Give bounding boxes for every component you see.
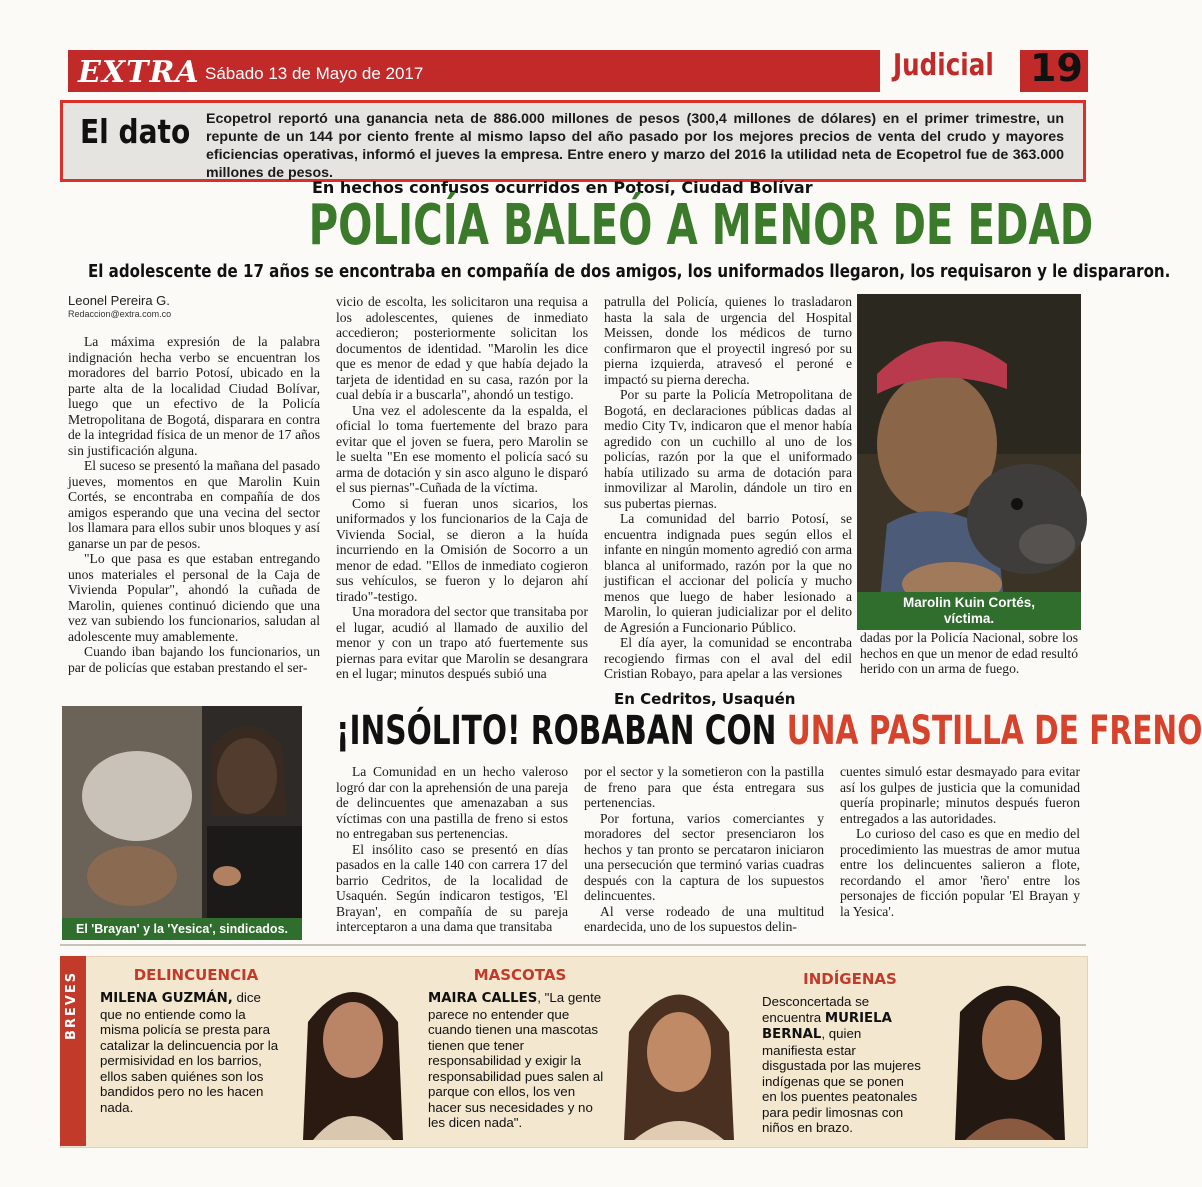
breve-name: MURIELA BERNAL [762,1010,892,1042]
section-label: Judicial [893,48,994,83]
article2-column-3 [840,764,1080,919]
breve-pre: Desconcertada se encuentra [762,994,870,1025]
paragraph: Por su parte la Policía Metropolitana de Bogotá, en declaraciones públicas dadas al medio City Tv, indicaron que el menor había agredido con un cuchillo al uno de los policías, razón por la que el uniformado había utilizado su arma de dotación para inmovilizar al Marolin, dándole un tiro en sus pubertas piernas. [604,387,852,511]
breve-name: MAIRA CALLES [428,991,538,1006]
el-dato-title: El dato [80,112,191,151]
article2-column-2 [584,764,824,935]
article2-headline [336,708,1202,754]
paragraph: Cuando iban bajando los funcionarios, un par de policías que estaban prestando el ser- [68,644,320,675]
portrait-illustration [614,962,744,1140]
suspects-photo-caption: El 'Brayan' y la 'Yesica', sindicados. [62,918,302,940]
breve-text [762,994,922,1136]
paragraph: La máxima expresión de la palabra indignación hecha verbo se encuentran los moradores del barrio Potosí, ubicado en la parte alta de la localidad Ciudad Bolívar, luego que un efectivo de la Policía Metropolitana de Bogotá, disparara en contra de la integridad física de un menor de 17 años sin justificación alguna. [68,334,320,458]
article1-column-1 [68,334,320,675]
caption-line: víctima. [943,611,995,626]
article1-column-4 [860,630,1078,677]
paragraph: Al verse rodeado de una multitud enardecida, uno de los supuestos delin- [584,903,824,934]
portrait-illustration [940,962,1078,1140]
breve-portrait [940,962,1078,1140]
breve-text [428,990,608,1131]
paragraph: "Lo que pasa es que estaban entregando unos materiales el personal de la Caja de Vivienda Popular", ahondó la cuñada de Marolin, quienes continuó diciendo que una vez van subiendo los funcionarios, saludan al adolescente muy amablemente. [68,551,320,644]
paragraph: Una vez el adolescente da la espalda, el oficial lo toma fuertemente del brazo para evitar que el joven se fuera, pero Marolin se le suelta "En ese momento el policía sacó su arma de dotación y sin asco alguno le disparó el sus piernas"-Cuñada de la víctima. [336,402,588,495]
section-divider [60,944,1086,946]
victim-photo-caption [857,592,1081,630]
article1-headline: POLICÍA BALEÓ A MENOR DE EDAD [308,193,1094,258]
article1-kicker: En hechos confusos ocurridos en Potosí, Ciudad Bolívar [312,178,813,197]
paragraph: La comunidad del barrio Potosí, se encuentra indignada pues según ellos el infante en ningún momento agredió con arma blanca al uniformado, razón por la que no justifican el accionar del policía y mucho menos que luego de haber lesionado a Marolin, lo quieran judicializar por el delito de Agresión a Funcionario Público. [604,511,852,635]
paragraph: El suceso se presentó la mañana del pasado jueves, momentos en que Marolin Kuin Cortés, se encontraba en compañía de dos amigos esperando que una vecina del sector los llamara para ellos subir unos bloques y así ganarse un par de pesos. [68,458,320,551]
paragraph: El insólito caso se presentó en días pasados en la calle 140 con carrera 17 del barrio Cedritos, de la localidad de Usaquén. Según indicaron testigos, 'El Brayan', en compañía de su pareja interceptaron a una dama que transitaba [336,841,568,934]
breve-body: dice que no entiende como la misma policía se presta para catalizar la delincuencia por la permisividad en los barrios, ellos saben quiénes son los bandidos pero no les hacen nada. [100,990,279,1115]
paragraph: cuentes simuló estar desmayado para evitar así los gulpes de justicia que la comunidad quería propinarle; minutos después fueron entregados a las autoridades. [840,764,1080,826]
article1-column-3 [604,294,852,682]
article2-kicker: En Cedritos, Usaquén [614,690,796,708]
paragraph: por el sector y la sometieron con la pastilla de freno para que ésta entregara sus pertenencias. [584,764,824,810]
article2-column-1 [336,764,568,935]
paragraph: Lo curioso del caso es que en medio del procedimiento las muestras de amor mutua entre los delincuentes salieron a flote, recordando el amor 'ñero' entre los personajes de ficción popular 'El Brayan y la Yesica'. [840,826,1080,919]
caption-line: Marolin Kuin Cortés, [902,595,1035,610]
breve-heading: MASCOTAS [473,966,567,984]
breve-name: MILENA GUZMÁN, [100,991,233,1006]
breve-body: , quien manifiesta estar disgustada por las mujeres indígenas que se ponen en los puentes peatonales para pedir limosnas con niños en brazo. [762,1026,921,1135]
article1-column-2 [336,294,588,682]
el-dato-text: Ecopetrol reportó una ganancia neta de 886.000 millones de pesos (300,4 millones de dólares) en el primer trimestre, un repunte de un 144 por ciento frente al mismo lapso del año pasado por los mejores precios de venta del crudo y mayores eficiencias operativas, informó el jueves la empresa. Entre enero y marzo del 2016 la utilidad neta de Ecopetrol fue de 363.000 millones de pesos. [206,111,1064,181]
paragraph: Por fortuna, varios comerciantes y moradores del sector presenciaron los hechos y tan pronto se percataron iniciaron una persecución que terminó varias cuadras después con la captura de los supuestos delincuentes. [584,810,824,903]
victim-photo-illustration [857,294,1081,630]
breves-label: BREVES [64,970,79,1040]
breve-portrait [288,962,418,1140]
article1-byline: Leonel Pereira G. [68,293,170,308]
suspects-photo-illustration [62,706,302,940]
headline-part-orange: UNA PASTILLA DE FRENO [786,708,1202,754]
paragraph: Una moradora del sector que transitaba por el lugar, acudió al llamado de auxilio del menor y con un trapo ató fuertemente sus piernas para evitar que Marolin se desangrara en el lugar; minutos después subió una [336,604,588,681]
victim-photo [857,294,1081,630]
breve-heading: DELINCUENCIA [133,966,259,984]
article1-email: Redaccion@extra.com.co [68,309,172,319]
breve-text [100,990,280,1115]
breve-body: , "La gente parece no entender que cuando tienen una mascotas tienen que tener responsabilidad y exigir la responsabilidad pues salen al parque con ellos, los ven hacer sus necesidades y no les dicen nada". [428,990,604,1130]
paragraph: patrulla del Policía, quienes lo trasladaron hasta la sala de urgencia del Hospital Meissen, donde los médicos de turno confirmaron que el proyectil ingresó por su pierna izquierda, atravesó el peroné e impactó su pierna derecha. [604,294,852,387]
paragraph: La Comunidad en un hecho valeroso logró dar con la aprehensión de una pareja de delincuentes que amenazaban a sus víctimas con una pastilla de freno si estos no entregaban sus pertenencias. [336,764,568,841]
headline-part-black: ¡INSÓLITO! ROBABAN CON [336,708,787,754]
paragraph: dadas por la Policía Nacional, sobre los hechos en que un menor de edad resultó herido con un arma de fuego. [860,630,1078,676]
breve-portrait [614,962,744,1140]
breve-heading: INDÍGENAS [803,970,897,988]
paragraph: Como si fueran unos sicarios, los uniformados y los funcionarios de la Caja de Vivienda Social, se dieron a la huída incurriendo en la Omisión de Socorro a un menor de edad. "Ellos de inmediato cogieron sus vehículos, se fueron y lo dejaron ahí tirado"-testigo. [336,495,588,604]
suspects-photo [62,706,302,940]
paragraph: El día ayer, la comunidad se encontraba recogiendo firmas con el aval del edil Cristian Robayo, para apelar a las versiones [604,635,852,681]
article1-dek: El adolescente de 17 años se encontraba en compañía de dos amigos, los uniformados llegaron, los requisaron y le dispararon. [88,262,1171,282]
paragraph: vicio de escolta, les solicitaron una requisa a los adolescentes, quienes de inmediato accedieron; posteriormente solicitan los documentos de identidad. "Marolin les dice que es menor de edad y que había dejado la tarjeta de identidad en su casa, razón por la cual debía ir a buscarla", ahondó un testigo. [336,294,588,402]
page-number: 19 [1030,46,1083,90]
issue-date: Sábado 13 de Mayo de 2017 [205,64,424,83]
brand-logo: EXTRA [78,55,200,90]
portrait-illustration [288,962,418,1140]
